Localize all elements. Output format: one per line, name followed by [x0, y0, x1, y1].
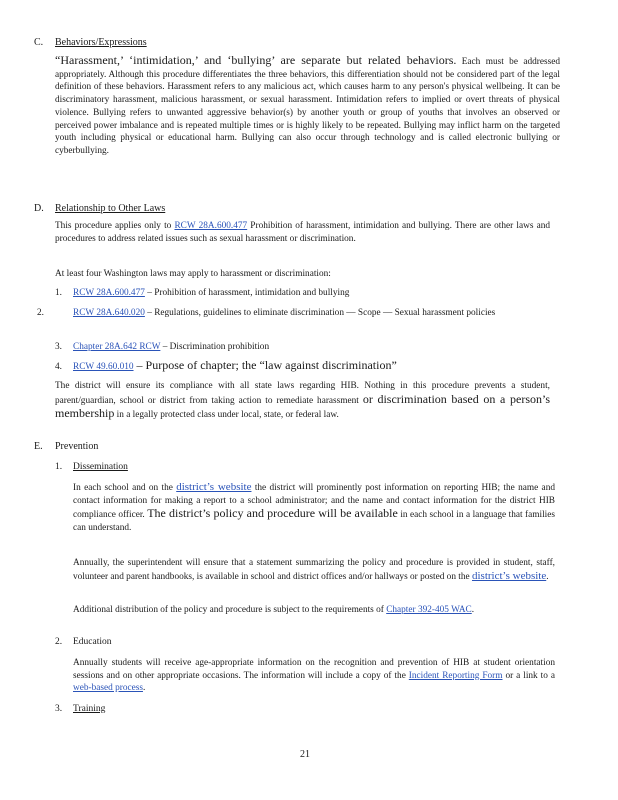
law-link-3[interactable]: Chapter 28A.642 RCW	[73, 342, 161, 352]
relationship-text-a: This procedure applies only to	[55, 221, 175, 231]
behaviors-lead: “Harassment,’ ‘intimidation,’ and ‘bullying’ are separate but related behaviors.	[55, 53, 457, 67]
relationship-text-b: Prohibition of harassment, intimidation and bullying. There are other laws and procedures to address related issues such as sexual harassment or discrimination.	[55, 221, 550, 244]
behaviors-body: Each must be addressed appropriately. Although this procedure differentiates the three behaviors, this differentiation should not be considered part of the legal definition of these behaviors. Harassment refers to any malicious act, which causes harm to any person's physical wellbeing. It can be discriminatory harassment, malicious harassment, or sexual harassment. Intimidation refers to implied or overt threats of physical violence. Bullying refers to unwanted aggressive behavior(s) by another youth or group of youths that involves an observed or perceived power imbalance and is repeated multiple times or is highly likely to be repeated. Bullying may inflict harm on the targeted youth including physical or educational harm. Bullying can also occur through technology and is called electronic bullying or cyberbullying.	[55, 57, 560, 156]
section-e-letter: E.	[34, 441, 43, 452]
dissemination2-text-b: .	[546, 571, 549, 582]
dissemination3-text-a: Additional distribution of the policy and procedure is subject to the requirements of	[73, 605, 387, 615]
district-website-link-1[interactable]: district’s website	[176, 481, 252, 493]
section-e-heading	[34, 441, 98, 452]
section-e-title: Prevention	[55, 441, 99, 452]
section-d-heading	[34, 203, 165, 214]
law-number: 2.	[37, 308, 44, 318]
law-text-4: – Purpose of chapter; the “law against discrimination”	[133, 358, 397, 372]
law-number: 4.	[55, 362, 62, 372]
dissemination-title: Dissemination	[73, 462, 128, 472]
law-number: 3.	[55, 342, 62, 352]
law-text-3: – Discrimination prohibition	[160, 342, 270, 352]
section-d-letter: D.	[34, 203, 44, 214]
page-number: 21	[300, 749, 310, 760]
dissemination2-text-a: Annually, the superintendent will ensure that a statement summarizing the policy and procedure is provided in student, staff, volunteer and parent handbooks, is available in school and district offices and/or hallways or posted on the	[73, 558, 555, 582]
education-text-a: Annually students will receive age-appropriate information on the recognition and prevention of HIB at student orientation sessions and on other appropriate occasions. The information will include a copy of the	[73, 658, 555, 681]
education-paragraph	[73, 657, 555, 695]
dissemination-number: 1.	[55, 462, 63, 472]
law-item-4	[55, 359, 550, 374]
training-number: 3.	[55, 704, 63, 714]
behaviors-paragraph	[55, 54, 560, 158]
compliance-text-b: in a legally protected class under local, state, or federal law.	[114, 410, 339, 421]
law-link-4[interactable]: RCW 49.60.010	[73, 362, 134, 372]
training-heading	[55, 704, 105, 714]
rcw-28a600477-link[interactable]: RCW 28A.600.477	[174, 221, 248, 231]
education-text-c: .	[142, 683, 146, 694]
education-number: 2.	[55, 637, 63, 647]
laws-intro: At least four Washington laws may apply to harassment or discrimination:	[55, 269, 331, 279]
law-number: 1.	[55, 288, 62, 298]
section-c-title: Behaviors/Expressions	[55, 37, 147, 48]
law-text-1: – Prohibition of harassment, intimidation and bullying	[144, 288, 350, 298]
compliance-paragraph	[55, 380, 550, 422]
district-website-link-2[interactable]: district’s website	[471, 569, 547, 582]
law-link-1[interactable]: RCW 28A.600.477	[73, 288, 145, 298]
law-item-3	[55, 341, 550, 354]
section-d-title: Relationship to Other Laws	[55, 203, 166, 214]
education-title: Education	[73, 637, 112, 647]
section-c-letter: C.	[34, 37, 44, 48]
chapter-392-405-wac-link[interactable]: Chapter 392-405 WAC	[386, 605, 472, 615]
compliance-text-big: or discrimination based on a person’s membership	[55, 391, 550, 421]
dissemination-text-a: In each school and on the	[73, 483, 177, 493]
training-title: Training	[73, 704, 106, 714]
dissemination-paragraph-3	[73, 604, 555, 617]
law-text-2: – Regulations, guidelines to eliminate discrimination — Scope — Sexual harassment policies	[144, 308, 496, 318]
dissemination3-text-b: .	[471, 605, 475, 615]
law-link-2[interactable]: RCW 28A.640.020	[73, 308, 145, 318]
education-heading	[55, 637, 112, 647]
education-text-b: or a link to a	[502, 670, 555, 681]
law-item-1	[55, 287, 550, 300]
incident-reporting-form-link[interactable]: Incident Reporting Form	[408, 670, 503, 681]
law-item-2	[37, 307, 568, 320]
relationship-paragraph	[55, 220, 550, 245]
dissemination-text-c: in each school in a language that families can understand.	[73, 510, 555, 534]
dissemination-heading	[55, 462, 128, 472]
dissemination-paragraph-2	[73, 557, 555, 583]
dissemination-paragraph-1	[73, 481, 555, 535]
section-c-heading	[34, 37, 147, 48]
dissemination-text-big: The district’s policy and procedure will be available	[147, 506, 398, 521]
web-based-process-link[interactable]: web-based process	[73, 683, 143, 694]
compliance-text-a: The district will ensure its compliance with all state laws regarding HIB. Nothing in this procedure prevents a student, parent/guardian, school or district from taking action to remediate harassment	[55, 381, 550, 406]
dissemination-text-b: the district will prominently post information on reporting HIB; the name and contact information for making a report to a school administrator; and the name and contact information for the district HIB compliance officer.	[73, 483, 555, 521]
